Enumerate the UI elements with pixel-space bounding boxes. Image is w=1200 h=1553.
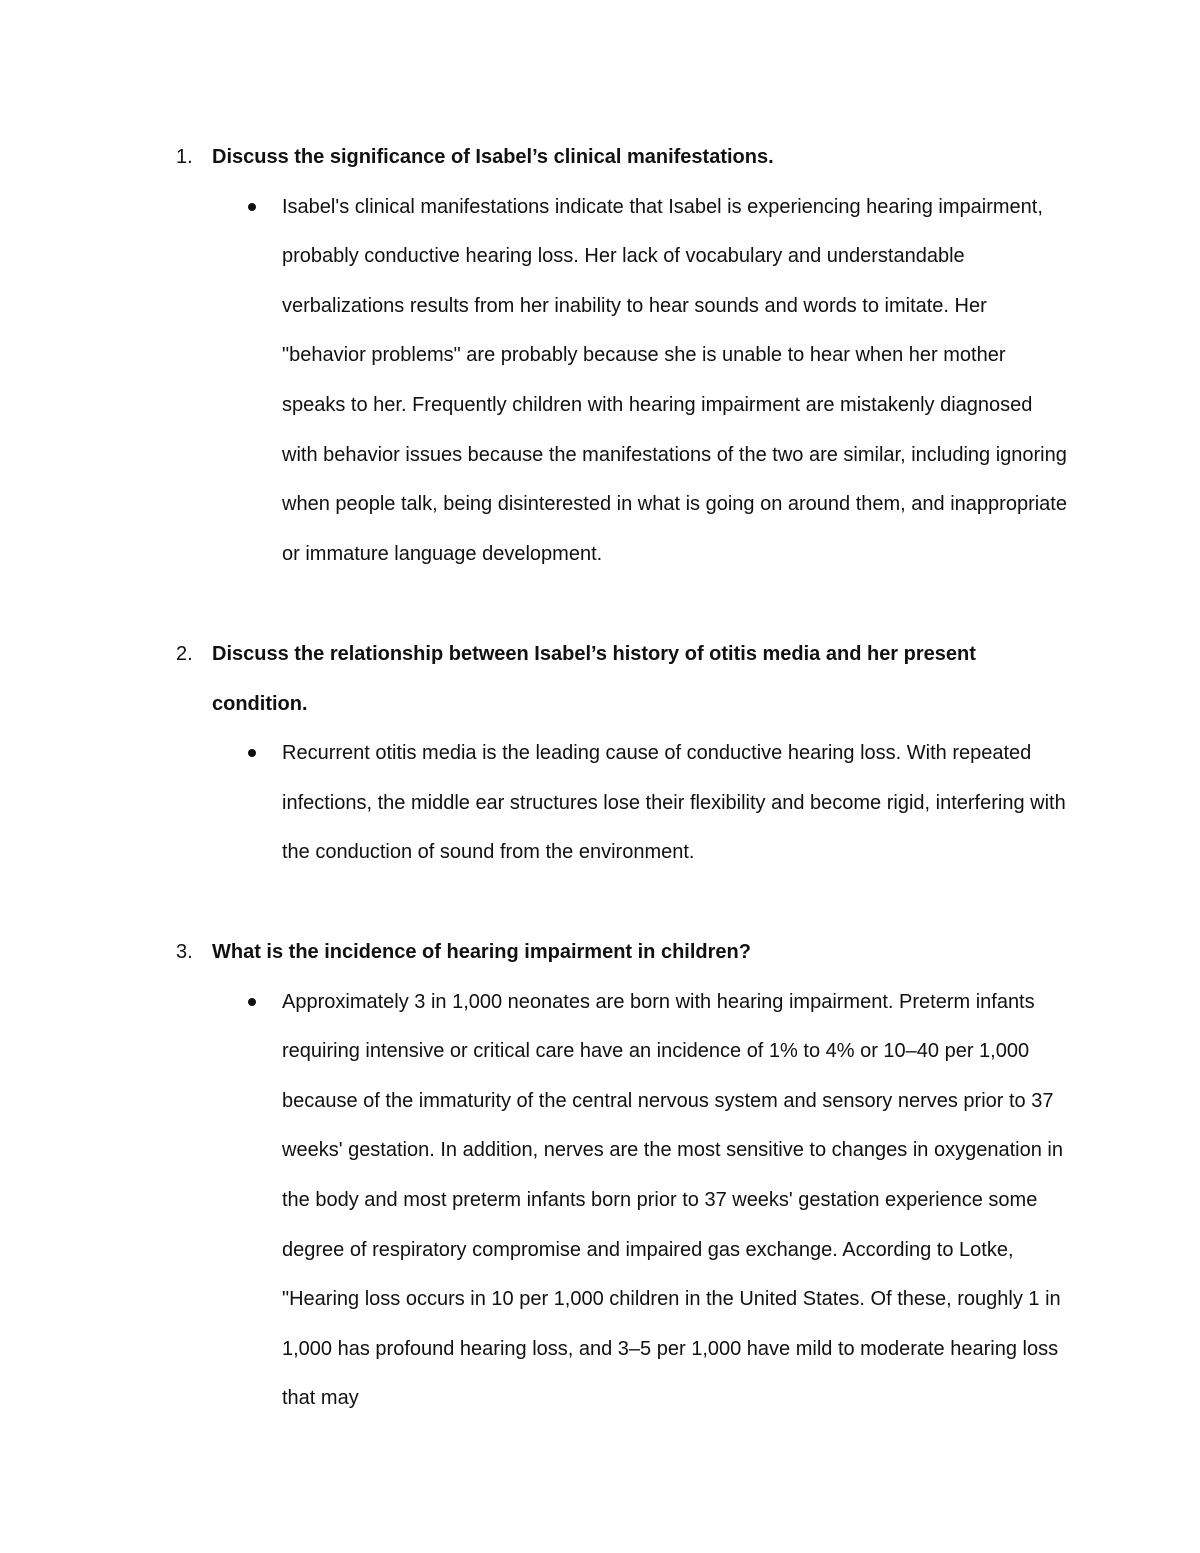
question-heading (0, 928, 1200, 978)
bullet-icon (248, 749, 256, 757)
question-title: Discuss the relationship between Isabel’s history of otitis media and her present condition. (212, 643, 976, 715)
question-2 (0, 630, 1200, 878)
answer-item (0, 729, 1200, 878)
question-number: 2. (176, 643, 193, 665)
question-3 (0, 928, 1200, 1424)
bullet-icon (248, 998, 256, 1006)
question-number: 3. (176, 941, 193, 963)
answer-item (0, 183, 1200, 580)
answer-text: Isabel's clinical manifestations indicate that Isabel is experiencing hearing impairment, probably conductive hearing loss. Her lack of vocabulary and understandable verbalizations results from her inability to hear sounds and words to imitate. Her "behavior problems" are probably because she is unable to hear when her mother speaks to her. Frequently children with hearing impairment are mistakenly diagnosed with behavior issues because the manifestations of the two are similar, including ignoring when people talk, being disinterested in what is going on around them, and inappropriate or immature language development. (282, 195, 1067, 565)
question-heading (0, 133, 1200, 183)
question-number: 1. (176, 146, 193, 168)
question-title: Discuss the significance of Isabel’s clinical manifestations. (212, 146, 774, 168)
bullet-icon (248, 203, 256, 211)
answer-text: Approximately 3 in 1,000 neonates are born with hearing impairment. Preterm infants requiring intensive or critical care have an incidence of 1% to 4% or 10–40 per 1,000 because of the immaturity of the central nervous system and sensory nerves prior to 37 weeks' gestation. In addition, nerves are the most sensitive to changes in oxygenation in the body and most preterm infants born prior to 37 weeks' gestation experience some degree of respiratory compromise and impaired gas exchange. According to Lotke, "Hearing loss occurs in 10 per 1,000 children in the United States. Of these, roughly 1 in 1,000 has profound hearing loss, and 3–5 per 1,000 have mild to moderate hearing loss that may (282, 990, 1063, 1410)
question-title: What is the incidence of hearing impairment in children? (212, 941, 751, 963)
answer-item (0, 978, 1200, 1424)
question-1 (0, 133, 1200, 579)
answer-text: Recurrent otitis media is the leading cause of conductive hearing loss. With repeated infections, the middle ear structures lose their flexibility and become rigid, interfering with the conduction of sound from the environment. (282, 742, 1066, 864)
question-heading (0, 630, 1200, 729)
